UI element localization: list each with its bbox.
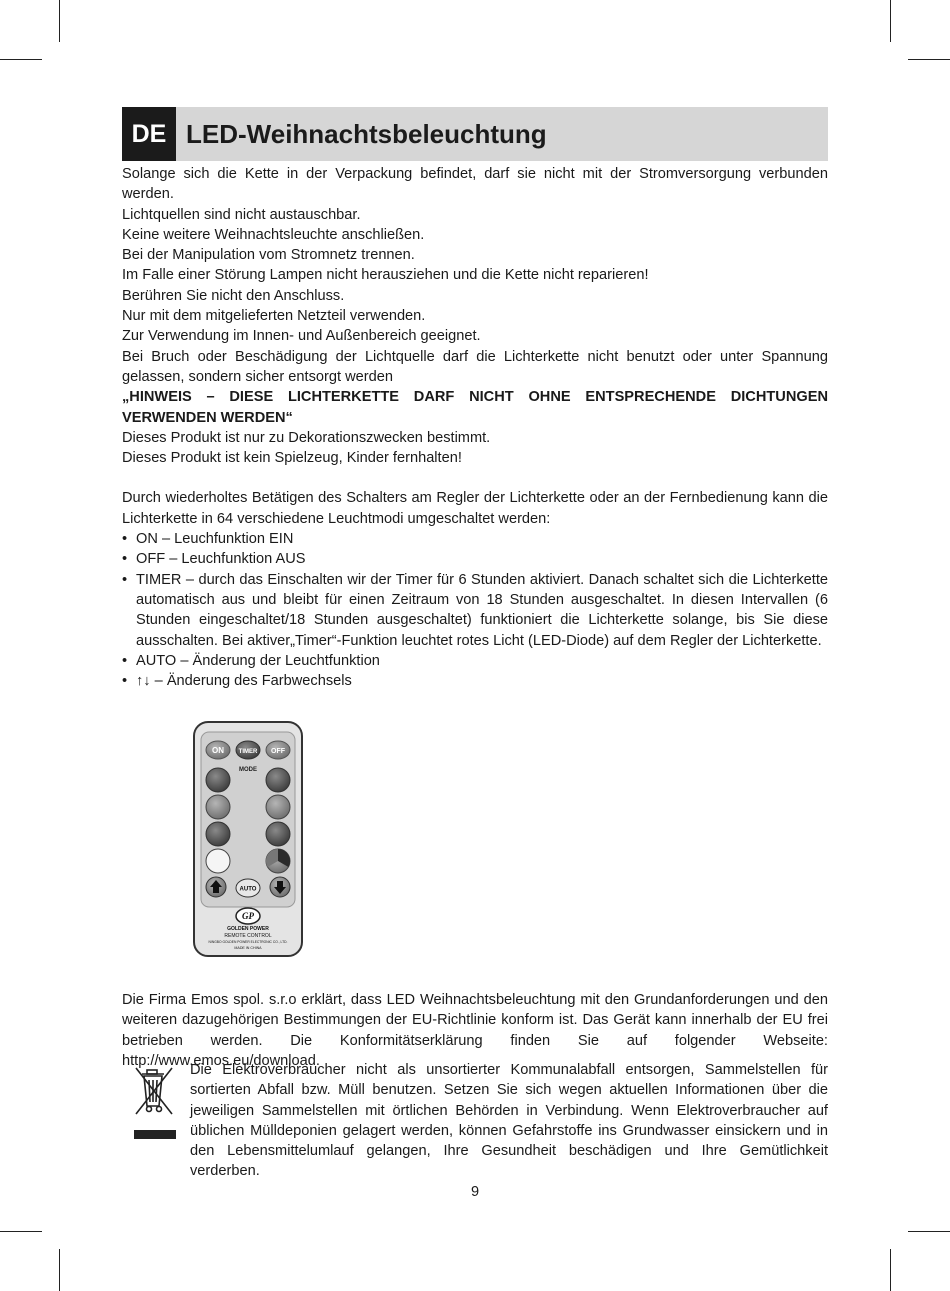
crop-mark [908, 1231, 950, 1232]
list-item: • TIMER – durch das Einschalten wir der Timer für 6 Stunden aktiviert. Danach schaltet sich die Lichterkette automatisch aus und bleibt für einen Zeitraum von 18 Stunden ausgeschaltet. In diesen Intervallen (6 Stunden eingeschaltet/18 Stunden ausgeschaltet) funktioniert die Lichterkette solange, bis Sie diese ausschalten. Bei aktiver„Timer“-Funktion leuchtet rotes Licht (LED-Diode) auf dem Regler der Lichterkette. [122, 570, 828, 651]
page-title: LED-Weihnachtsbeleuchtung [186, 118, 547, 149]
note-line: Dieses Produkt ist nur zu Dekorationszwecken bestimmt. [122, 429, 491, 446]
crop-mark [0, 1231, 42, 1232]
weee-bin-icon [132, 1062, 178, 1142]
color-button [266, 795, 290, 819]
timer-label: TIMER [238, 749, 258, 755]
color-button [206, 768, 230, 792]
off-label: OFF [271, 748, 285, 755]
page-number: 9 [470, 1184, 480, 1200]
safety-line: Zur Verwendung im Innen- und Außenbereich geeignet. [122, 328, 481, 345]
list-item: • ↑↓ – Änderung des Farbwechsels [122, 671, 828, 691]
color-button [206, 795, 230, 819]
safety-line: Lichtquellen sind nicht austauschbar. [122, 206, 361, 223]
crop-mark [890, 1249, 891, 1291]
up-arrow-button [206, 877, 226, 897]
note-line: Dieses Produkt ist kein Spielzeug, Kinder fernhalten! [122, 450, 462, 467]
remote-control-illustration [192, 720, 304, 958]
mode-label: MODE [239, 767, 257, 773]
conformity-declaration: Die Firma Emos spol. s.r.o erklärt, dass LED Weihnachtsbeleuchtung mit den Grundanforderungen und den weiteren dazugehörigen Bestimmungen der EU-Richtlinie konform ist. Das Gerät kann innerhalb der EU frei betrieben werden. Die Konformitätserklärung finden Sie auf folgender Webseite: http://www.emos.eu/download. [122, 992, 828, 1069]
crop-mark [908, 59, 950, 60]
modes-intro: Durch wiederholtes Betätigen des Schalters am Regler der Lichterkette oder an der Fernbedienung kann die Lichterkette in 64 verschiedene Leuchtmodi umgeschaltet werden: [122, 490, 828, 527]
crop-mark [890, 0, 891, 42]
warning-text: „HINWEIS – DIESE LICHTERKETTE DARF NICHT OHNE ENTSPRECHENDE DICHTUNGEN VERWENDEN WERDEN“ [122, 389, 828, 426]
auto-label: AUTO [239, 886, 257, 893]
language-badge: DE [122, 107, 176, 161]
on-label: ON [212, 746, 224, 755]
color-button [266, 768, 290, 792]
weee-disposal-text: Die Elektroverbraucher nicht als unsortierter Kommunalabfall entsorgen, Sammelstellen für sortierten Abfall bzw. Müll benutzen. Setzen Sie sich wegen aktuellen Informationen über die jeweiligen Sammelstellen mit örtlichen Behörden in Verbindung. Wenn Elektroverbraucher auf üblichen Mülldeponien gelagert werden, können Gefahrstoffe ins Grundwasser einsickern und in den Lebensmittelumlauf gelangen, Ihre Gesundheit beschädigen und Ihre Gemütlichkeit verderben. [190, 1062, 828, 1180]
modes-list [122, 529, 828, 691]
product-name: REMOTE CONTROL [224, 933, 272, 939]
crop-mark [0, 59, 42, 60]
safety-line: Bei Bruch oder Beschädigung der Lichtquelle darf die Lichterkette nicht benutzt oder unter Spannung gelassen, sondern sicher entsorgt werden [122, 348, 828, 385]
white-button [206, 849, 230, 873]
list-item: • OFF – Leuchfunktion AUS [122, 549, 828, 569]
color-button [206, 822, 230, 846]
origin-text: MADE IN CHINA [234, 946, 262, 950]
color-button [266, 822, 290, 846]
section-header [122, 107, 828, 161]
crop-mark [59, 1249, 60, 1291]
list-item: • AUTO – Änderung der Leuchtfunktion [122, 651, 828, 671]
safety-line: Im Falle einer Störung Lampen nicht herausziehen und die Kette nicht reparieren! [122, 267, 649, 284]
safety-line: Berühren Sie nicht den Anschluss. [122, 287, 345, 304]
safety-line: Bei der Manipulation vom Stromnetz trennen. [122, 247, 415, 264]
maker-name: NINGBO GOLDEN POWER ELECTRONIC CO., LTD. [208, 940, 288, 944]
timer-button [236, 741, 260, 759]
main-text [122, 164, 828, 691]
auto-button [236, 879, 260, 897]
safety-line: Keine weitere Weihnachtsleuchte anschließen. [122, 226, 425, 243]
crop-mark [59, 0, 60, 42]
safety-line: Solange sich die Kette in der Verpackung befindet, darf sie nicht mit der Stromversorgung verbunden werden. [122, 166, 828, 203]
logo-text: GP [242, 911, 254, 921]
list-item: • ON – Leuchfunktion EIN [122, 529, 828, 549]
brand-name: GOLDEN POWER [227, 926, 269, 932]
down-arrow-button [270, 877, 290, 897]
multicolor-button [266, 849, 290, 873]
off-button [266, 741, 290, 759]
on-button [206, 741, 230, 759]
safety-line: Nur mit dem mitgelieferten Netzteil verwenden. [122, 308, 426, 325]
